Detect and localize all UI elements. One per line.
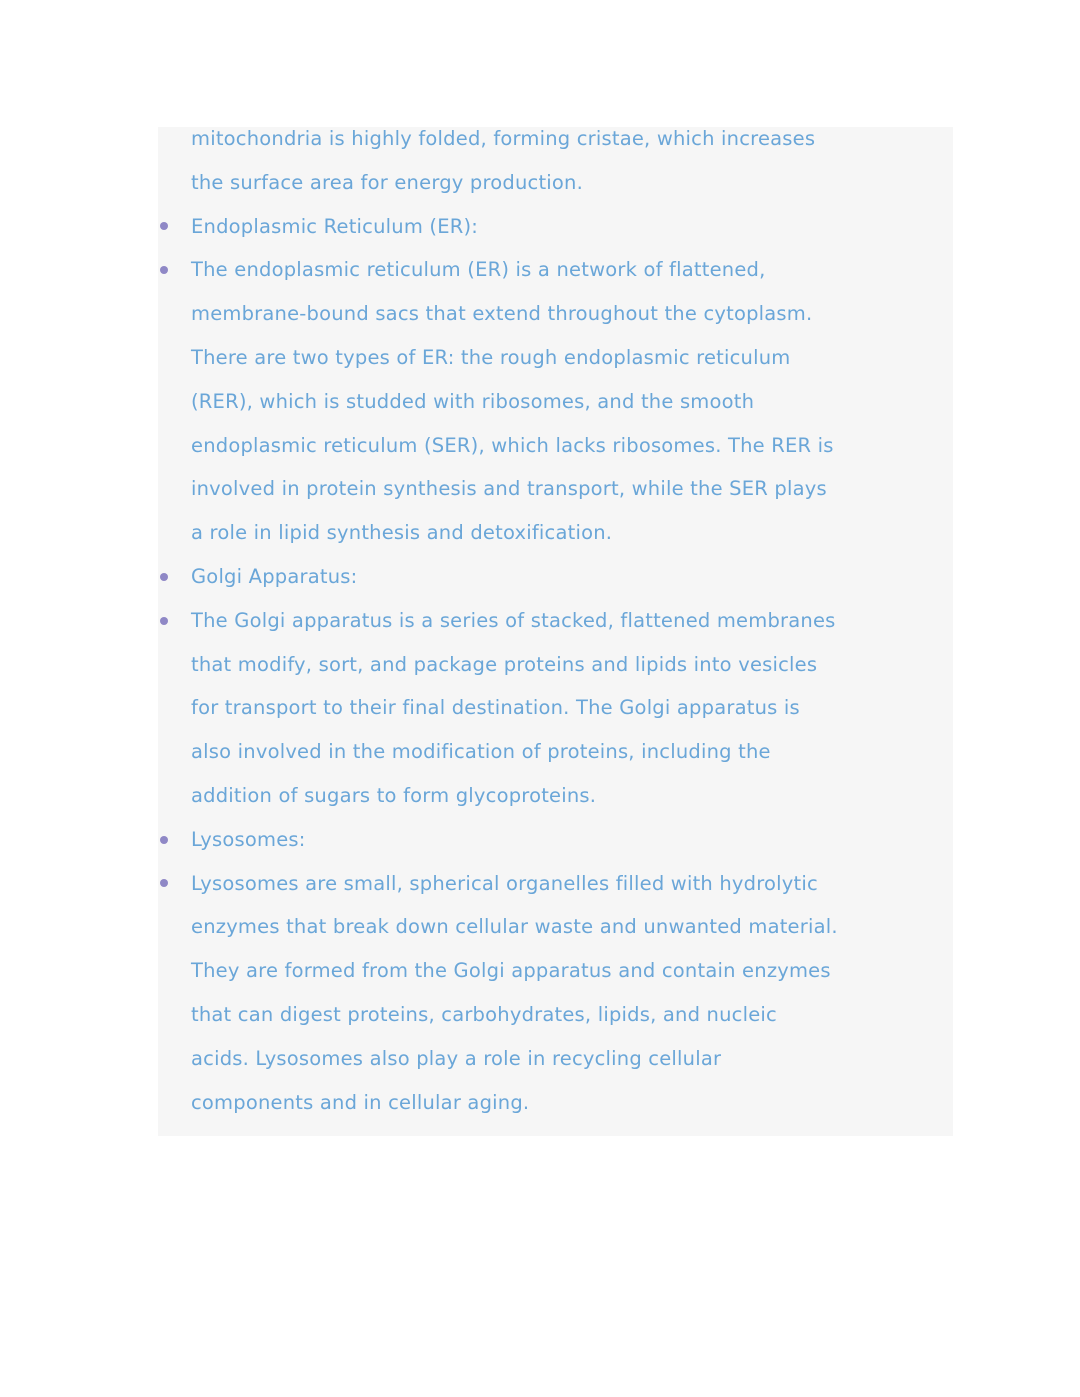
line-text: The endoplasmic reticulum (ER) is a network of flattened, xyxy=(191,258,766,282)
line-text: mitochondria is highly folded, forming cristae, which increases xyxy=(191,127,816,150)
line-text: the surface area for energy production. xyxy=(191,170,584,194)
text-line xyxy=(158,1037,953,1081)
line-text: Endoplasmic Reticulum (ER): xyxy=(191,214,479,238)
text-line xyxy=(158,117,953,161)
line-text: Lysosomes: xyxy=(191,827,306,851)
line-text: addition of sugars to form glycoproteins. xyxy=(191,783,597,807)
line-text: also involved in the modification of proteins, including the xyxy=(191,740,771,764)
text-line xyxy=(158,248,953,292)
text-line xyxy=(158,1081,953,1125)
line-text: for transport to their final destination. The Golgi apparatus is xyxy=(191,696,800,720)
text-line xyxy=(158,467,953,511)
line-text: They are formed from the Golgi apparatus and contain enzymes xyxy=(191,959,831,983)
line-text: enzymes that break down cellular waste and unwanted material. xyxy=(191,915,838,939)
line-text: acids. Lysosomes also play a role in recycling cellular xyxy=(191,1046,722,1070)
bullet-icon xyxy=(160,573,168,581)
line-text: Golgi Apparatus: xyxy=(191,564,358,588)
line-text: Lysosomes are small, spherical organelles filled with hydrolytic xyxy=(191,871,818,895)
line-text: There are two types of ER: the rough endoplasmic reticulum xyxy=(191,345,791,369)
notes-lines xyxy=(158,127,953,1124)
text-line xyxy=(158,905,953,949)
line-text: components and in cellular aging. xyxy=(191,1090,530,1114)
text-line xyxy=(158,599,953,643)
text-line xyxy=(158,818,953,862)
bullet-icon xyxy=(160,879,168,887)
text-line xyxy=(158,862,953,906)
text-line xyxy=(158,555,953,599)
text-line xyxy=(158,424,953,468)
line-text: endoplasmic reticulum (SER), which lacks ribosomes. The RER is xyxy=(191,433,834,457)
text-line xyxy=(158,205,953,249)
notes-panel xyxy=(158,127,953,1136)
line-text: a role in lipid synthesis and detoxification. xyxy=(191,521,613,545)
text-line xyxy=(158,380,953,424)
bullet-icon xyxy=(160,266,168,274)
text-line xyxy=(158,993,953,1037)
line-text: The Golgi apparatus is a series of stacked, flattened membranes xyxy=(191,608,836,632)
text-line xyxy=(158,161,953,205)
bullet-icon xyxy=(160,222,168,230)
text-line xyxy=(158,949,953,993)
line-text: that modify, sort, and package proteins and lipids into vesicles xyxy=(191,652,818,676)
text-line xyxy=(158,774,953,818)
text-line xyxy=(158,292,953,336)
text-line xyxy=(158,643,953,687)
text-line xyxy=(158,730,953,774)
bullet-icon xyxy=(160,836,168,844)
text-line xyxy=(158,511,953,555)
line-text: that can digest proteins, carbohydrates, lipids, and nucleic xyxy=(191,1002,777,1026)
line-text: involved in protein synthesis and transport, while the SER plays xyxy=(191,477,827,501)
line-text: (RER), which is studded with ribosomes, and the smooth xyxy=(191,389,755,413)
bullet-icon xyxy=(160,617,168,625)
line-text: membrane-bound sacs that extend throughout the cytoplasm. xyxy=(191,302,813,326)
text-line xyxy=(158,686,953,730)
text-line xyxy=(158,336,953,380)
